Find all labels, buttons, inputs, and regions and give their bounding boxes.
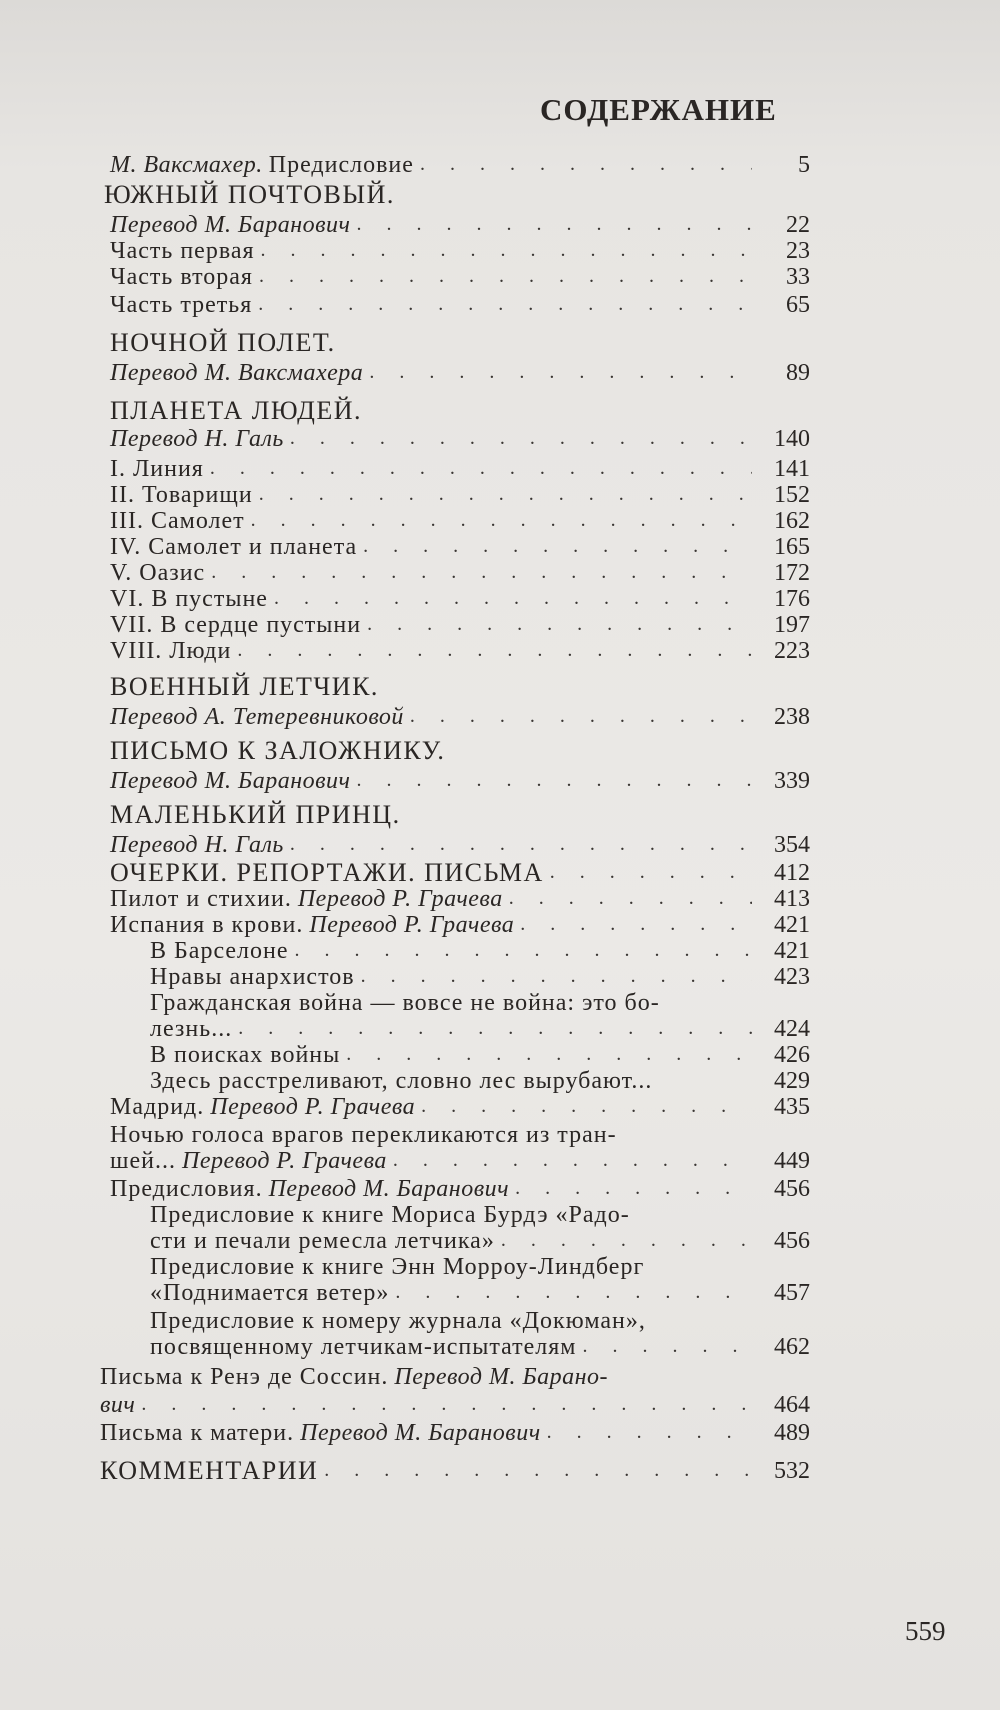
dot-leader <box>295 940 752 960</box>
toc-page-number: 165 <box>774 534 810 560</box>
entry-text: II. Товарищи <box>110 482 253 508</box>
toc-entry <box>100 1416 810 1446</box>
entry-text: III. Самолет <box>110 508 245 534</box>
translator-credit: Перевод Р. Грачева <box>181 1148 387 1174</box>
dot-leader <box>237 640 752 660</box>
entry-text: НОЧНОЙ ПОЛЕТ. <box>110 328 336 357</box>
toc-page-number: 413 <box>774 886 810 912</box>
toc-entry <box>100 1360 810 1390</box>
entry-text: ПЛАНЕТА ЛЮДЕЙ. <box>110 396 363 425</box>
toc-page-number: 354 <box>774 832 810 858</box>
entry-text: «Поднимается ветер» <box>150 1280 390 1306</box>
toc-entry-title <box>100 1364 608 1390</box>
entry-text: Нравы анархистов <box>150 964 355 990</box>
entry-text: Предисловие <box>268 152 414 178</box>
entry-text: шей... <box>110 1148 176 1174</box>
toc-page-number: 152 <box>774 482 810 508</box>
toc-entry-title <box>150 1334 576 1360</box>
entry-text: Письма к Ренэ де Соссин. <box>100 1364 389 1390</box>
toc-entry <box>110 764 810 794</box>
toc-entry <box>110 148 810 178</box>
toc-page-number: 423 <box>774 964 810 990</box>
translator-credit: вич <box>100 1392 136 1418</box>
toc-entry-title <box>110 292 252 318</box>
toc-entry <box>104 178 810 208</box>
translator-credit: Перевод М. Баранович <box>268 1176 510 1202</box>
entry-text: сти и печали ремесла летчика» <box>150 1228 495 1254</box>
entry-text: Часть первая <box>110 238 255 264</box>
toc-entry <box>110 260 810 290</box>
toc-entry-title <box>110 1094 415 1120</box>
toc-page-number: 435 <box>774 1094 810 1120</box>
page-title: СОДЕРЖАНИЕ <box>540 92 777 127</box>
toc-entry-title <box>110 638 231 664</box>
dot-leader <box>259 266 752 286</box>
entry-text: Письма к матери. <box>100 1420 295 1446</box>
toc-entry-title <box>110 738 445 764</box>
dot-leader <box>290 428 752 448</box>
dot-leader <box>369 362 752 382</box>
toc-entry <box>110 634 810 664</box>
entry-text: Часть вторая <box>110 264 253 290</box>
toc-entry-title <box>100 1392 135 1418</box>
dot-leader <box>141 1394 752 1414</box>
entry-text: ЮЖНЫЙ ПОЧТОВЫЙ. <box>104 180 395 209</box>
toc-page-number: 140 <box>774 426 810 452</box>
toc-page-number: 89 <box>786 360 810 386</box>
entry-text: посвященному летчикам-испытателям <box>150 1334 577 1360</box>
toc-entry <box>110 828 810 858</box>
dot-leader <box>509 888 752 908</box>
toc-entry-title <box>110 264 253 290</box>
toc-page-number: 421 <box>774 938 810 964</box>
dot-leader <box>356 770 752 790</box>
translator-credit: Перевод М. Барано- <box>394 1364 609 1390</box>
dot-leader <box>274 588 752 608</box>
translator-credit: Перевод Р. Грачева <box>210 1094 416 1120</box>
dot-leader <box>520 914 752 934</box>
toc-entry <box>100 1388 810 1418</box>
toc-page-number: 223 <box>774 638 810 664</box>
toc-entry-title <box>110 152 414 178</box>
entry-text: Предисловие к книге Энн Морроу-Линдберг <box>150 1254 645 1280</box>
dot-leader <box>259 484 752 504</box>
dot-leader <box>501 1230 752 1250</box>
toc-page-number: 65 <box>786 292 810 318</box>
translator-credit: М. Ваксмахер. <box>110 152 263 178</box>
dot-leader <box>356 214 752 234</box>
toc-entry <box>110 1090 810 1120</box>
translator-credit: Перевод Н. Галь <box>110 832 284 858</box>
translator-credit: Перевод Р. Грачева <box>309 912 515 938</box>
dot-leader <box>421 1096 752 1116</box>
dot-leader <box>261 240 752 260</box>
toc-entry-title <box>100 1458 318 1484</box>
translator-credit: Перевод М. Баранович <box>110 768 351 794</box>
toc-page-number: 424 <box>774 1016 810 1042</box>
toc-entry-title <box>100 1420 541 1446</box>
toc-entry <box>110 670 810 700</box>
toc-entry-title <box>110 330 336 356</box>
dot-leader <box>420 154 752 174</box>
toc-entry <box>110 326 810 356</box>
entry-text: ВОЕННЫЙ ЛЕТЧИК. <box>110 672 379 701</box>
toc-page-number: 197 <box>774 612 810 638</box>
entry-text: VIII. Люди <box>110 638 232 664</box>
dot-leader <box>582 1336 752 1356</box>
dot-leader <box>393 1150 752 1170</box>
entry-text: VI. В пустыне <box>110 586 268 612</box>
toc-page-number: 449 <box>774 1148 810 1174</box>
toc-entry <box>110 394 810 424</box>
toc-entry <box>110 798 810 828</box>
dot-leader <box>515 1178 752 1198</box>
toc-entry-title <box>110 398 362 424</box>
entry-text: Здесь расстреливают, словно лес вырубают... <box>150 1068 653 1094</box>
dot-leader <box>410 706 752 726</box>
toc-page-number: 464 <box>774 1392 810 1418</box>
toc-page-number: 426 <box>774 1042 810 1068</box>
entry-text: Часть третья <box>110 292 253 318</box>
toc-entry <box>110 422 810 452</box>
toc-entry <box>110 734 810 764</box>
toc-page-number: 412 <box>774 860 810 886</box>
toc-page-number: 457 <box>774 1280 810 1306</box>
entry-text: IV. Самолет и планета <box>110 534 358 560</box>
toc-page-number: 462 <box>774 1334 810 1360</box>
toc-entry <box>110 356 810 386</box>
toc-entry <box>110 700 810 730</box>
entry-text: Ночью голоса врагов перекликаются из тран- <box>110 1122 617 1148</box>
entry-text: Предисловие к номеру журнала «Докюман», <box>150 1308 646 1334</box>
toc-page-number: 23 <box>786 238 810 264</box>
entry-text: КОММЕНТАРИИ <box>100 1456 319 1485</box>
entry-text: Предисловие к книге Мориса Бурдэ «Радо- <box>150 1202 630 1228</box>
toc-entry-title <box>110 802 401 828</box>
entry-text: VII. В сердце пустыни <box>110 612 362 638</box>
entry-text: Предисловия. <box>110 1176 263 1202</box>
entry-text: В Барселоне <box>150 938 289 964</box>
dot-leader <box>324 1460 752 1480</box>
dot-leader <box>346 1044 752 1064</box>
dot-leader <box>361 966 752 986</box>
dot-leader <box>367 614 752 634</box>
entry-text: Гражданская война — вовсе не война: это бо- <box>150 990 660 1016</box>
entry-text: I. Линия <box>110 456 204 482</box>
toc-page-number: 429 <box>774 1068 810 1094</box>
toc-entry-title <box>110 674 379 700</box>
toc-page-number: 238 <box>774 704 810 730</box>
page-number: 559 <box>905 1616 946 1646</box>
translator-credit: Перевод Н. Галь <box>110 426 284 452</box>
entry-text: лезнь... <box>150 1016 233 1042</box>
dot-leader <box>251 510 752 530</box>
toc-entry <box>150 1276 810 1306</box>
toc-page-number: 339 <box>774 768 810 794</box>
translator-credit: Перевод А. Тетеревниковой <box>110 704 404 730</box>
toc-entry-title <box>110 704 404 730</box>
translator-credit: Перевод М. Баранович <box>300 1420 541 1446</box>
toc-page-number: 176 <box>774 586 810 612</box>
toc-entry <box>110 1144 810 1174</box>
toc-page-number: 456 <box>774 1176 810 1202</box>
entry-text: ОЧЕРКИ. РЕПОРТАЖИ. ПИСЬМА <box>110 858 544 887</box>
toc-entry <box>110 288 810 318</box>
entry-text: Испания в крови. <box>110 912 304 938</box>
toc-page-number: 172 <box>774 560 810 586</box>
dot-leader <box>211 562 752 582</box>
toc-entry-title <box>150 1280 389 1306</box>
entry-text: В поисках войны <box>150 1042 341 1068</box>
toc-page-number: 141 <box>774 456 810 482</box>
toc-entry <box>150 1330 810 1360</box>
dot-leader <box>547 1422 752 1442</box>
toc-entry-title <box>110 768 350 794</box>
toc-page-number: 532 <box>774 1458 810 1484</box>
dot-leader <box>550 862 752 882</box>
translator-credit: Перевод Р. Грачева <box>297 886 503 912</box>
toc-entry-title <box>110 1148 387 1174</box>
dot-leader <box>395 1282 752 1302</box>
toc-page-number: 421 <box>774 912 810 938</box>
entry-text: Пилот и стихии. <box>110 886 292 912</box>
toc-entry-title <box>110 832 284 858</box>
dot-leader <box>363 536 752 556</box>
toc-entry-title <box>110 360 363 386</box>
dot-leader <box>258 294 752 314</box>
dot-leader <box>210 458 752 478</box>
toc-page-number: 456 <box>774 1228 810 1254</box>
translator-credit: Перевод М. Баранович <box>110 212 351 238</box>
dot-leader <box>238 1018 752 1038</box>
translator-credit: Перевод М. Ваксмахера <box>110 360 364 386</box>
toc-page-number: 33 <box>786 264 810 290</box>
toc-page-number: 22 <box>786 212 810 238</box>
entry-text: ПИСЬМО К ЗАЛОЖНИКУ. <box>110 736 446 765</box>
toc-page-number: 162 <box>774 508 810 534</box>
toc-page-number: 489 <box>774 1420 810 1446</box>
entry-text: V. Оазис <box>110 560 206 586</box>
entry-text: МАЛЕНЬКИЙ ПРИНЦ. <box>110 800 401 829</box>
dot-leader <box>290 834 752 854</box>
toc-entry-title <box>104 182 395 208</box>
toc-entry <box>100 1454 810 1484</box>
toc-page-number: 5 <box>798 152 810 178</box>
entry-text: Мадрид. <box>110 1094 205 1120</box>
toc-entry-title <box>110 426 284 452</box>
